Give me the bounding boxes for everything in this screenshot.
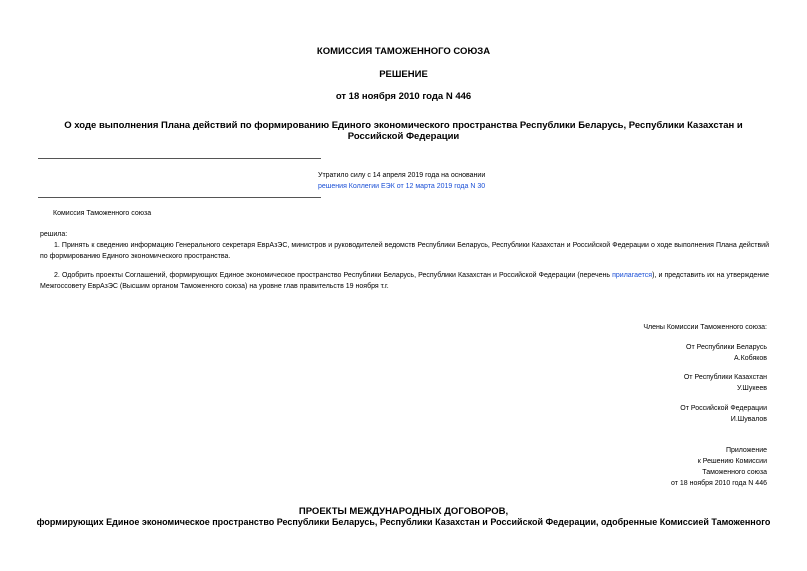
status-note <box>318 170 485 192</box>
appendix-line: Таможенного союза <box>702 469 767 476</box>
doc-date-number: от 18 ноября 2010 года N 446 <box>335 91 472 102</box>
appendix-line: от 18 ноября 2010 года N 446 <box>671 480 767 487</box>
paragraph-1: 1. Принять к сведению информацию Генерального секретаря ЕврАзЭС, министров и руководителей ведомств Республики Беларусь, Республики Казахстан и Российской Федерации о ходе выполнения Плана действий по формированию Единого экономического пространства. <box>40 242 769 260</box>
signature-country: От Республики Беларусь <box>686 344 767 351</box>
doc-title: О ходе выполнения Плана действий по формированию Единого экономического пространства Республики Беларусь, Республики Казахстан и Российской Федерации <box>64 120 743 142</box>
signature-name: А.Кобяков <box>734 355 767 362</box>
intro-text: Комиссия Таможенного союза <box>53 210 152 217</box>
signature-country: От Республики Казахстан <box>683 374 767 381</box>
appendix-block <box>671 445 767 489</box>
signature-block-kazakhstan <box>684 372 767 394</box>
paragraph-2 <box>40 270 769 292</box>
annex-title: ПРОЕКТЫ МЕЖДУНАРОДНЫХ ДОГОВОРОВ, <box>298 506 509 517</box>
signature-name: И.Шувалов <box>730 416 767 423</box>
repeal-decision-link[interactable]: решения Коллегии ЕЭК от 12 марта 2019 года N 30 <box>318 183 486 190</box>
signature-country: От Российской Федерации <box>680 405 767 412</box>
annex-link[interactable]: прилагается <box>612 272 653 279</box>
divider-top <box>38 158 321 159</box>
appendix-line: Приложение <box>725 447 767 454</box>
signature-block-belarus <box>686 342 767 364</box>
appendix-line: к Решению Комиссии <box>697 458 767 465</box>
doc-type-heading: РЕШЕНИЕ <box>379 69 428 80</box>
status-note-text: Утратило силу с 14 апреля 2019 года на основании <box>318 172 486 179</box>
paragraph-2-text-a: 2. Одобрить проекты Соглашений, формирующих Единое экономическое пространство Республики Беларусь, Республики Казахстан и Российской Федерации (перечень <box>54 272 613 279</box>
signature-name: У.Шукеев <box>736 385 767 392</box>
org-heading: КОМИССИЯ ТАМОЖЕННОГО СОЮЗА <box>316 46 491 57</box>
annex-subtitle: формирующих Единое экономическое пространство Республики Беларусь, Республики Казахстан и Российской Федерации, одобренные Комиссией Таможенного <box>36 517 771 527</box>
decided-text: решила: <box>40 231 68 238</box>
signatures-heading: Члены Комиссии Таможенного союза: <box>643 324 767 331</box>
divider-bottom <box>38 197 321 198</box>
paragraph-2-text-b: ), и представить их на утверждение Межгоссовету ЕврАзЭС (Высшим органом Таможенного союза) на уровне глав правительств 19 ноября т.г. <box>40 272 769 290</box>
signature-block-russia <box>680 403 767 425</box>
